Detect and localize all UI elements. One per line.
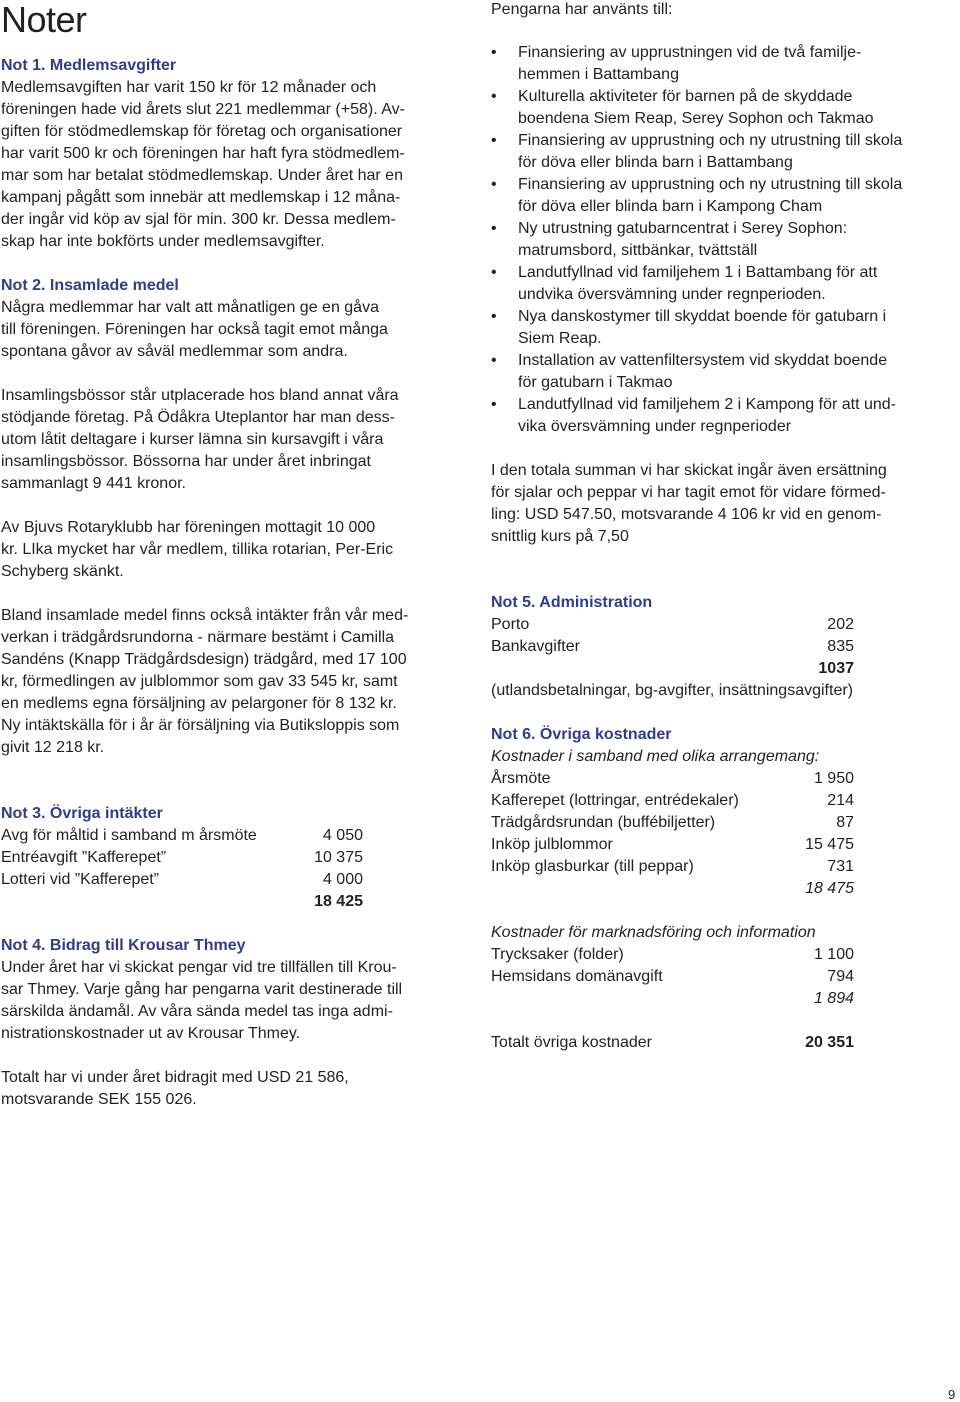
list-item: • Finansiering av upprustningen vid de två familje- hemmen i Battambang [491,42,956,86]
row-amount: 1 100 [813,946,854,963]
table-row [1,825,363,847]
total-label: Totalt övriga kostnader [491,1034,652,1051]
note-2-line: Sandéns (Knapp Trädgårdsdesign) trädgård, med 17 100 [1,651,407,668]
summary-line: för sjalar och peppar vi har tagit emot för vidare förmed- [491,484,886,501]
row-label: Bankavgifter [491,638,580,655]
usage-list [491,42,956,438]
note-2-line: insamlingsbössor. Bössorna har under året inbringat [1,453,371,470]
note-2-line: stödjande företag. På Ödåkra Uteplantor har man dess- [1,409,395,426]
note-2-line: Bland insamlade medel finns också intäkter från vår med- [1,607,409,624]
row-label: Kafferepet (lottringar, entrédekaler) [491,792,739,809]
note-2-line: verkan i trädgårdsrundorna - närmare bestämt i Camilla [1,629,395,646]
note-3-table [1,825,363,913]
note-1-line: giften för stödmedlemskap för företag och organisationer [1,123,403,140]
list-item: • Ny utrustning gatubarncentrat i Serey Sophon: matrumsbord, sittbänkar, tvättställ [491,218,956,262]
row-label: Entréavgift ”Kafferepet” [1,849,167,866]
right-intro: Pengarna har använts till: [491,1,673,18]
table-row [491,790,854,812]
page-title: Noter [1,0,87,40]
note-1-line: kampanj pågått som innebär att medlemskap i 12 måna- [1,189,401,206]
row-amount: 87 [836,814,854,831]
summary-line: snittlig kurs på 7,50 [491,528,629,545]
row-amount: 15 475 [805,836,854,853]
note-5-remark: (utlandsbetalningar, bg-avgifter, insättningsavgifter) [491,682,853,699]
note-3 [1,803,466,913]
row-total: 18 425 [314,893,363,910]
page-number: 9 [948,1387,956,1402]
table-row [1,847,363,869]
note-2-line: Ny intäktskälla för i år är försäljning via Butiksloppis som [1,717,400,734]
note-3-heading: Not 3. Övriga intäkter [1,805,163,822]
note-2-line: en medlems egna försäljning av pelargoner för 8 132 kr. [1,695,397,712]
note-4-line: motsvarande SEK 155 026. [1,1091,197,1108]
row-label: Inköp glasburkar (till peppar) [491,858,694,875]
table-row [491,856,854,878]
list-item: • Kulturella aktiviteter för barnen på de skyddade boendena Siem Reap, Serey Sophon och Takmao [491,86,956,130]
row-total: 1037 [818,660,854,677]
row-amount: 835 [827,638,854,655]
table-row [1,891,363,913]
row-label: Hemsidans domänavgift [491,968,663,985]
table-row [491,658,854,680]
table-row [491,636,854,658]
summary-line: ling: USD 547.50, motsvarande 4 106 kr vid en genom- [491,506,882,523]
row-amount: 1 950 [813,770,854,787]
usage-summary [491,460,956,548]
summary-line: I den totala summan vi har skickat ingår även ersättning [491,462,887,479]
note-2-line: Schyberg skänkt. [1,563,124,580]
note-1-line: har varit 500 kr och föreningen har haft fyra stödmedlem- [1,145,405,162]
right-column [491,0,956,1054]
note-2-line: kr. LIka mycket har vår medlem, tillika rotarian, Per-Eric [1,541,394,558]
note-4-line: Totalt har vi under året bidragit med USD 21 586, [1,1069,349,1086]
note-6-heading: Not 6. Övriga kostnader [491,726,672,743]
note-6-table-marketing [491,944,854,1010]
note-2 [1,275,466,759]
note-1-line: mar som har betalat stödmedlemskap. Under året har en [1,167,403,184]
row-label: Lotteri vid ”Kafferepet” [1,871,160,888]
note-2-line: sammanlagt 9 441 kronor. [1,475,186,492]
row-subtotal: 18 475 [805,880,854,897]
list-item: • Landutfyllnad vid familjehem 1 i Battambang för att undvika översvämning under regnperioden. [491,262,956,306]
list-item: • Landutfyllnad vid familjehem 2 i Kampong för att und- vika översvämning under regnperioder [491,394,956,438]
note-4-line: sar Thmey. Varje gång har pengarna varit destinerade till [1,981,403,998]
note-4-line: nistrationskostnader ut av Krousar Thmey. [1,1025,301,1042]
table-row [491,966,854,988]
list-item: • Finansiering av upprustning och ny utrustning till skola för döva eller blinda barn i Kampong Cham [491,174,956,218]
note-2-line: utom låtit deltagare i kurser lämna sin kursavgift i våra [1,431,384,448]
note-1-line: skap har inte bokförts under medlemsavgifter. [1,233,325,250]
table-row [1,869,363,891]
row-amount: 214 [827,792,854,809]
note-2-line: givit 12 218 kr. [1,739,105,756]
note-1-line: Medlemsavgiften har varit 150 kr för 12 månader och [1,79,377,96]
note-2-line: Av Bjuvs Rotaryklubb har föreningen mottagit 10 000 [1,519,376,536]
list-item: • Finansiering av upprustning och ny utrustning till skola för döva eller blinda barn i Battambang [491,130,956,174]
list-item: • Installation av vattenfiltersystem vid skyddat boende för gatubarn i Takmao [491,350,956,394]
note-1-line: der ingår vid köp av sjal för min. 300 kr. Dessa medlem- [1,211,396,228]
note-2-line: till föreningen. Föreningen har också tagit emot många [1,321,388,338]
row-amount: 4 050 [322,827,363,844]
table-row [491,878,854,900]
table-row [491,1032,854,1054]
note-1-heading: Not 1. Medlemsavgifter [1,57,177,74]
group-title: Kostnader för marknadsföring och information [491,924,816,941]
row-amount: 731 [827,858,854,875]
row-subtotal: 1 894 [813,990,854,1007]
note-5-table [491,614,854,680]
row-amount: 202 [827,616,854,633]
note-2-line: spontana gåvor av såväl medlemmar som andra. [1,343,348,360]
note-6 [491,724,956,1054]
table-row [491,988,854,1010]
table-row [491,944,854,966]
note-4-line: Under året har vi skickat pengar vid tre tillfällen till Krou- [1,959,397,976]
row-label: Porto [491,616,530,633]
note-2-line: kr, förmedlingen av julblommor som gav 33 545 kr, samt [1,673,398,690]
list-item: • Nya danskostymer till skyddat boende för gatubarn i Siem Reap. [491,306,956,350]
table-row [491,834,854,856]
row-label: Trädgårdsrundan (buffébiljetter) [491,814,716,831]
note-5-heading: Not 5. Administration [491,594,653,611]
note-6-total [491,1032,854,1054]
left-column [1,0,466,1111]
note-4-line: särskilda ändamål. Av våra sända medel tas inga admi- [1,1003,393,1020]
row-label: Avg för måltid i samband m årsmöte [1,827,257,844]
row-amount: 4 000 [322,871,363,888]
note-1-line: föreningen hade vid årets slut 221 medlemmar (+58). Av- [1,101,405,118]
table-row [491,614,854,636]
row-label: Inköp julblommor [491,836,613,853]
note-4-heading: Not 4. Bidrag till Krousar Thmey [1,937,246,954]
group-title: Kostnader i samband med olika arrangemang: [491,748,820,765]
row-label: Trycksaker (folder) [491,946,624,963]
note-2-line: Några medlemmar har valt att månatligen ge en gåva [1,299,379,316]
note-1 [1,55,466,253]
note-2-line: Insamlingsbössor står utplacerade hos bland annat våra [1,387,399,404]
row-amount: 794 [827,968,854,985]
total-amount: 20 351 [805,1034,854,1051]
table-row [491,812,854,834]
table-row [491,768,854,790]
row-label: Årsmöte [491,770,551,787]
note-5 [491,592,956,702]
note-6-table-events [491,768,854,900]
note-4 [1,935,466,1111]
row-amount: 10 375 [314,849,363,866]
note-2-heading: Not 2. Insamlade medel [1,277,179,294]
